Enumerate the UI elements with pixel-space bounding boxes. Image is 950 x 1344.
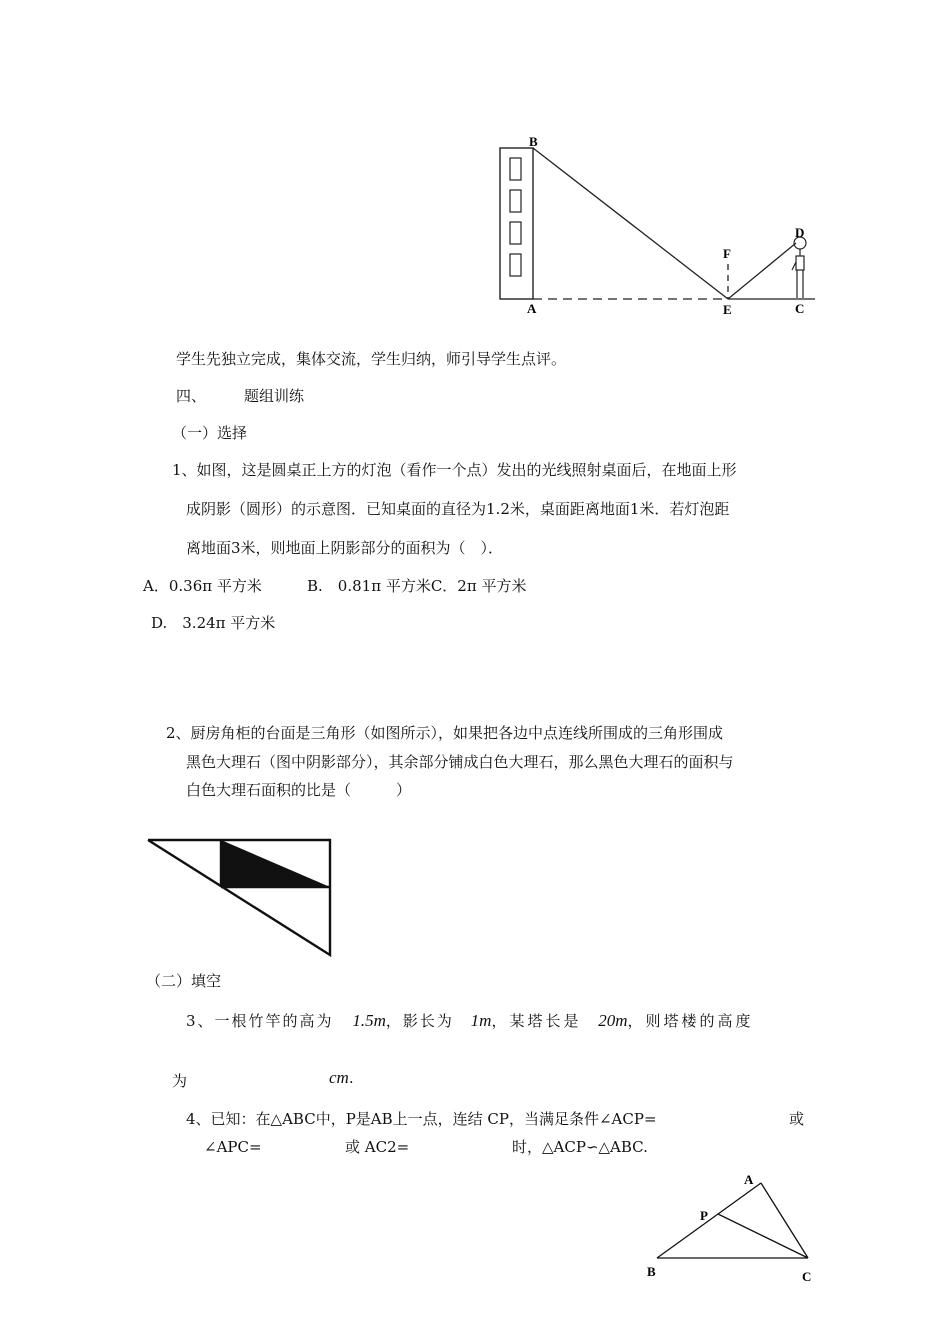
section-4-number: 四、 bbox=[176, 387, 207, 405]
q1-line2: 成阴影（圆形）的示意图．已知桌面的直径为1.2米，桌面距离地面1米．若灯泡距 bbox=[186, 500, 730, 518]
q3-part2: ，影长为 bbox=[385, 1012, 454, 1030]
label-d: D bbox=[795, 225, 805, 240]
q1-line3: 离地面3米，则地面上阴影部分的面积为（ ）． bbox=[186, 539, 504, 557]
q4-or2: 或 AC2= bbox=[345, 1138, 410, 1156]
q2-line1: 2、厨房角柜的台面是三角形（如图所示），如果把各边中点连线所围成的三角形围成 bbox=[166, 724, 724, 742]
q3-value-shadow: 1m bbox=[470, 1011, 492, 1030]
label-a: A bbox=[527, 301, 537, 316]
label-a: A bbox=[744, 1172, 754, 1187]
q1-line1: 1、如图，这是圆桌正上方的灯泡（看作一个点）发出的光线照射桌面后，在地面上形 bbox=[172, 461, 737, 479]
q4-line2a: ∠APC= bbox=[204, 1138, 262, 1156]
subsection-choice: （一）选择 bbox=[172, 424, 248, 442]
section-4-title: 题组训练 bbox=[244, 387, 305, 405]
label-c: C bbox=[802, 1269, 812, 1284]
label-c: C bbox=[795, 301, 805, 316]
subsection-fill: （二）填空 bbox=[146, 972, 222, 990]
q4-line2b: 时，△ACP∽△ABC. bbox=[512, 1138, 648, 1156]
q1-option-bc: B. 0.81π 平方米C．2π 平方米 bbox=[307, 577, 527, 595]
q3-part3: ，某塔长是 bbox=[491, 1012, 582, 1030]
intro-text: 学生先独立完成，集体交流，学生归纳，师引导学生点评。 bbox=[176, 350, 567, 368]
q3-part1: 3、一根竹竿的高为 bbox=[186, 1012, 334, 1030]
label-e: E bbox=[723, 302, 732, 317]
q3-value-height: 1.5m bbox=[352, 1011, 386, 1030]
q1-option-a: A．0.36π 平方米 bbox=[143, 577, 262, 595]
q3-line2-prefix: 为 bbox=[172, 1072, 188, 1090]
segment-ab bbox=[657, 1183, 761, 1258]
q3-unit: cm bbox=[329, 1068, 349, 1087]
q2-line3: 白色大理石面积的比是（ ） bbox=[186, 781, 412, 799]
q3-part4: ，则塔楼的高度 bbox=[627, 1012, 754, 1030]
q3-value-tower-shadow: 20m bbox=[598, 1011, 628, 1030]
q4-or1: 或 bbox=[789, 1110, 805, 1128]
label-f: F bbox=[723, 246, 731, 261]
q2-line2: 黑色大理石（图中阴影部分），其余部分铺成白色大理石，那么黑色大理石的面积与 bbox=[186, 753, 734, 771]
label-p: P bbox=[700, 1208, 708, 1223]
q1-option-d: D. 3.24π 平方米 bbox=[151, 614, 276, 632]
label-b: B bbox=[647, 1264, 656, 1279]
label-b: B bbox=[529, 134, 538, 149]
q3-end: . bbox=[348, 1069, 354, 1087]
q4-line1: 4、已知：在△ABC中，P是AB上一点，连结 CP，当满足条件∠ACP= bbox=[186, 1110, 657, 1128]
